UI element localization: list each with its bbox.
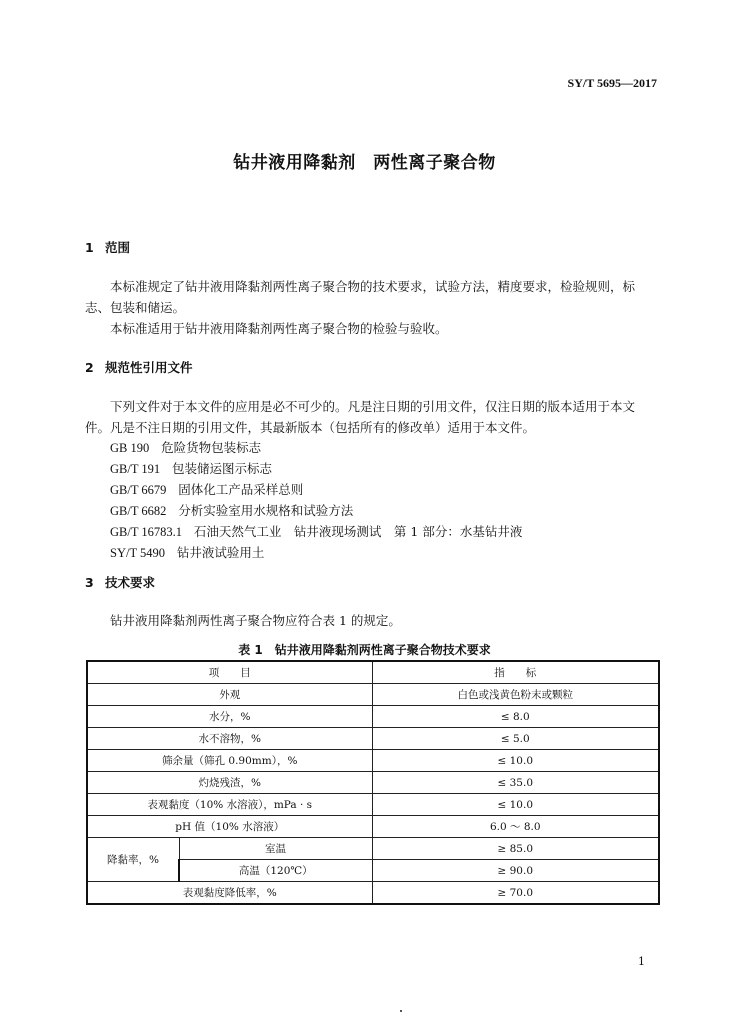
page-number: 1 bbox=[638, 955, 645, 968]
reference-code: GB/T 6682 bbox=[110, 504, 167, 518]
reference-code: GB/T 16783.1 bbox=[110, 525, 182, 539]
table-row bbox=[87, 684, 659, 706]
reference-title: 固体化工产品采样总则 bbox=[178, 482, 304, 497]
reference-item bbox=[110, 522, 522, 540]
value-cell: 白色或浅黄色粉末或颗粒 bbox=[372, 684, 659, 706]
header-cell-value: 指 标 bbox=[372, 661, 659, 684]
table-row bbox=[87, 750, 659, 772]
item-cell: 灼烧残渣，% bbox=[87, 772, 372, 794]
item-cell: pH 值（10% 水溶液） bbox=[87, 816, 372, 838]
table-row bbox=[87, 838, 659, 860]
table-row bbox=[87, 816, 659, 838]
spec-table bbox=[86, 660, 660, 905]
item-cell: 高温（120℃） bbox=[179, 860, 372, 882]
item-cell: 外观 bbox=[87, 684, 372, 706]
reference-code: SY/T 5490 bbox=[110, 546, 165, 560]
value-cell: ≤ 35.0 bbox=[372, 772, 659, 794]
reference-code: GB 190 bbox=[110, 441, 150, 455]
table-row bbox=[87, 794, 659, 816]
section-3-heading bbox=[85, 573, 155, 591]
paragraph-line: 志、包装和储运。 bbox=[85, 300, 186, 315]
reference-title: 钻井液试验用土 bbox=[176, 545, 265, 560]
value-cell: 6.0 ～ 8.0 bbox=[372, 816, 659, 838]
reference-item bbox=[110, 480, 303, 498]
reference-title: 分析实验室用水规格和试验方法 bbox=[178, 503, 354, 518]
paragraph-line: 钻井液用降黏剂两性离子聚合物应符合表 1 的规定。 bbox=[110, 613, 401, 628]
table-row bbox=[87, 728, 659, 750]
section-title: 规范性引用文件 bbox=[105, 360, 193, 375]
scan-speck bbox=[400, 1010, 402, 1012]
group-label-cell: 降黏率，% bbox=[87, 838, 179, 882]
reference-item bbox=[110, 543, 264, 561]
paragraph-line: 下列文件对于本文件的应用是必不可少的。凡是注日期的引用文件，仅注日期的版本适用于本文 bbox=[110, 399, 636, 414]
item-cell: 水分，% bbox=[87, 706, 372, 728]
item-cell: 表观黏度降低率，% bbox=[87, 882, 372, 905]
value-cell: ≥ 90.0 bbox=[372, 860, 659, 882]
value-cell: ≤ 8.0 bbox=[372, 706, 659, 728]
item-cell: 水不溶物，% bbox=[87, 728, 372, 750]
paragraph-line: 件。凡是不注日期的引用文件，其最新版本（包括所有的修改单）适用于本文件。 bbox=[85, 420, 536, 435]
paragraph-line: 本标准适用于钻井液用降黏剂两性离子聚合物的检验与验收。 bbox=[110, 321, 448, 336]
section-2-body bbox=[85, 396, 660, 438]
value-cell: ≥ 85.0 bbox=[372, 838, 659, 860]
standard-number: SY/T 5695—2017 bbox=[567, 76, 657, 90]
item-cell: 室温 bbox=[179, 838, 372, 860]
reference-title: 包装储运图示标志 bbox=[172, 461, 273, 476]
item-cell: 筛余量（筛孔 0.90mm），% bbox=[87, 750, 372, 772]
paragraph-line: 本标准规定了钻井液用降黏剂两性离子聚合物的技术要求，试验方法，精度要求，检验规则，标 bbox=[110, 279, 636, 294]
reference-title: 石油天然气工业 钻井液现场测试 第 1 部分：水基钻井液 bbox=[193, 524, 523, 539]
reference-code: GB/T 191 bbox=[110, 462, 161, 476]
table-caption: 表 1 钻井液用降黏剂两性离子聚合物技术要求 bbox=[238, 643, 491, 657]
reference-code: GB/T 6679 bbox=[110, 483, 167, 497]
item-cell: 表观黏度（10% 水溶液），mPa · s bbox=[87, 794, 372, 816]
table-header-row bbox=[87, 661, 659, 684]
section-number: 3 bbox=[85, 575, 94, 590]
document-title: 钻井液用降黏剂 两性离子聚合物 bbox=[233, 153, 496, 173]
table-row bbox=[87, 706, 659, 728]
section-title: 范围 bbox=[105, 240, 131, 255]
value-cell: ≤ 10.0 bbox=[372, 750, 659, 772]
section-number: 1 bbox=[85, 240, 94, 255]
section-2-heading bbox=[85, 358, 193, 376]
table-row bbox=[87, 772, 659, 794]
table-row bbox=[87, 882, 659, 905]
section-title: 技术要求 bbox=[105, 575, 156, 590]
reference-item bbox=[110, 438, 261, 456]
reference-item bbox=[110, 459, 272, 477]
reference-title: 危险货物包装标志 bbox=[161, 440, 262, 455]
value-cell: ≤ 10.0 bbox=[372, 794, 659, 816]
section-1-body bbox=[85, 276, 660, 339]
reference-item bbox=[110, 501, 353, 519]
section-1-heading bbox=[85, 238, 130, 256]
section-number: 2 bbox=[85, 360, 94, 375]
header-cell-item: 项 目 bbox=[87, 661, 372, 684]
value-cell: ≥ 70.0 bbox=[372, 882, 659, 905]
section-3-body bbox=[85, 610, 660, 631]
value-cell: ≤ 5.0 bbox=[372, 728, 659, 750]
